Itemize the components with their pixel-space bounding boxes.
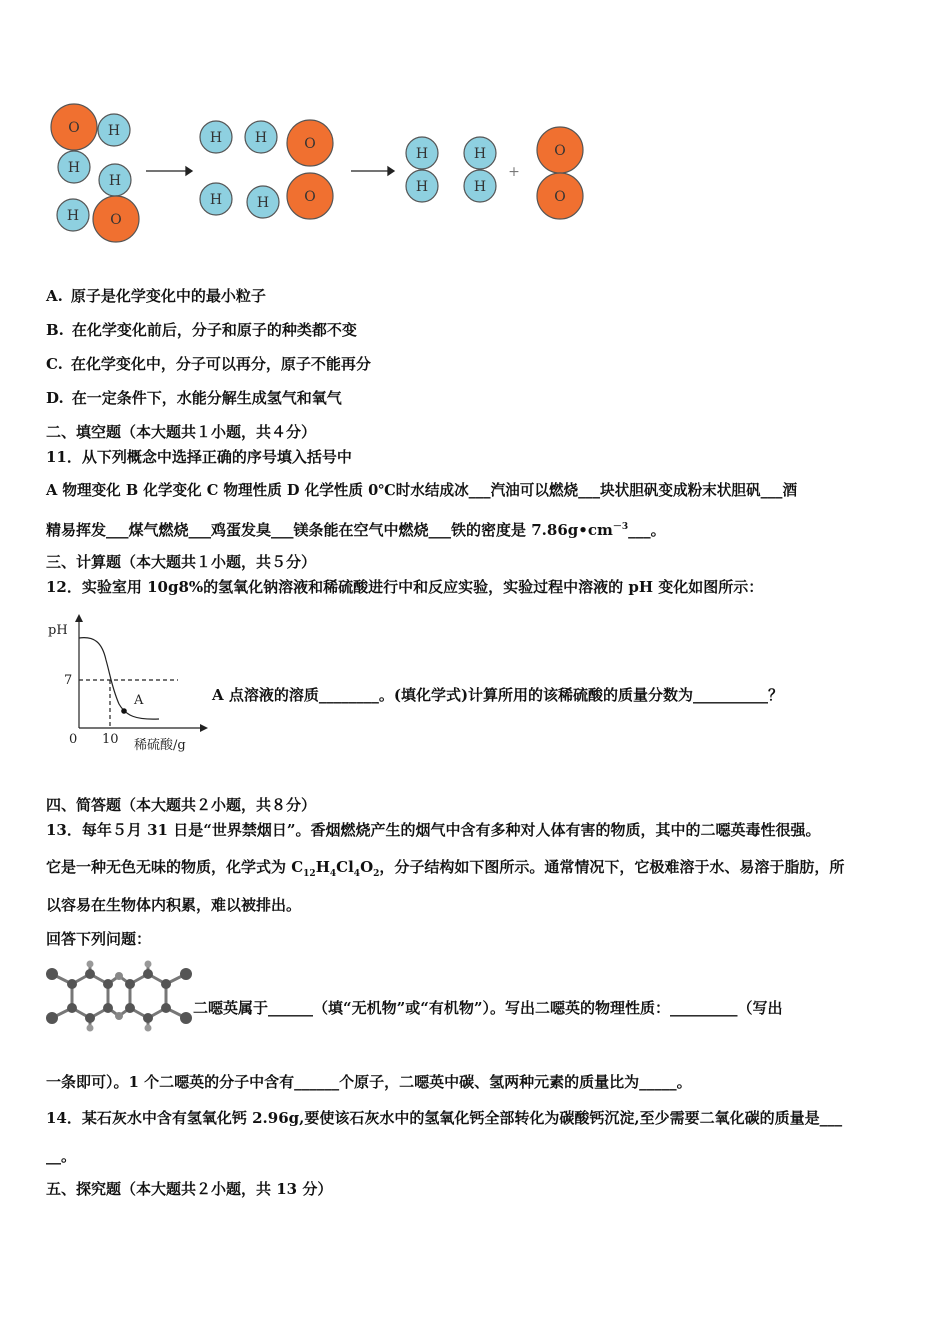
question-11-stem: 11．从下列概念中选择正确的序号填入括号中	[46, 448, 352, 466]
plus-sign: +	[508, 164, 520, 180]
atom-label: O	[554, 189, 566, 205]
y-axis-label: pH	[48, 623, 68, 638]
question-12-stem: 12．实验室用 10g8%的氢氧化钠溶液和稀硫酸进行中和反应实验，实验过程中溶液的 pH 变化如图所示：	[46, 578, 764, 596]
section-heading: 四、简答题（本大题共２小题，共８分）	[46, 796, 317, 814]
atom-label: H	[66, 208, 80, 224]
question-13-line3: 以容易在生物体内积累，难以被排出。	[46, 896, 302, 914]
atom-label: H	[473, 179, 487, 195]
question-13-line6: 一条即可）。1 个二噁英的分子中含有______个原子，二噁英中碳、氢两种元素的质量比为_____。	[46, 1073, 692, 1091]
section-heading: 二、填空题（本大题共１小题，共４分）	[46, 423, 317, 441]
atom-label: H	[256, 195, 270, 211]
atom-label: H	[67, 160, 81, 176]
atom-label: H	[107, 123, 121, 139]
question-12-text: A 点溶液的溶质________。(填化学式)计算所用的该稀硫酸的质量分数为__________？	[212, 686, 784, 704]
point-a-label: A	[134, 693, 144, 708]
atom-label: H	[415, 146, 429, 162]
option-c: C. 在化学变化中，分子可以再分，原子不能再分	[46, 355, 371, 373]
question-13-line2: 它是一种无色无味的物质，化学式为 $C_{12}H_4Cl_4O_2$，分子结构如下图所示。通常情况下，它极难溶于水、易溶于脂肪，所	[46, 858, 845, 879]
x-axis-arrow	[200, 724, 208, 732]
atom-label: O	[304, 189, 316, 205]
x-tick-label: 10	[102, 732, 119, 747]
section-heading: 五、探究题（本大题共２小题，共 13 分）	[46, 1180, 333, 1198]
ph-graph	[44, 612, 214, 757]
question-11-line1: A 物理变化 B 化学变化 C 物理性质 D 化学性质 0℃时水结成冰___汽油可以燃烧___块状胆矾变成粉末状胆矾___酒	[46, 482, 798, 499]
question-14-line1: 14．某石灰水中含有氢氧化钙 2.96g,要使该石灰水中的氢氧化钙全部转化为碳酸钙沉淀,至少需要二氧化碳的质量是___	[46, 1109, 843, 1127]
atom-label: H	[415, 179, 429, 195]
ph-curve	[79, 638, 159, 720]
x-axis-label: 稀硫酸/g	[134, 738, 186, 753]
section-heading: 三、计算题（本大题共１小题，共５分）	[46, 553, 317, 571]
atom-label: H	[209, 192, 223, 208]
atom-label: O	[554, 143, 566, 159]
atom-label: O	[68, 120, 80, 136]
question-14-line2: __。	[46, 1147, 77, 1165]
question-13-line4: 回答下列问题：	[46, 930, 152, 948]
y-axis-arrow	[75, 614, 83, 622]
question-13-line1: 13．每年５月 31 日是“世界禁烟日”。香烟燃烧产生的烟气中含有多种对人体有害的物质，其中的二噁英毒性很强。	[46, 821, 821, 839]
atom-label: O	[304, 136, 316, 152]
atom-label: H	[108, 173, 122, 189]
question-13-line5: 二噁英属于______（填“无机物”或“有机物”）。写出二噁英的物理性质：_________（写出	[193, 999, 783, 1017]
dioxin-molecule	[44, 958, 194, 1036]
point-a	[121, 708, 127, 714]
question-11-line2: 精易挥发___煤气燃烧___鸡蛋发臭___镁条能在空气中燃烧___铁的密度是 $7.86g•cm^{-3}\_\_\_$。	[46, 521, 666, 539]
atom-label: H	[473, 146, 487, 162]
option-a: A. 原子是化学变化中的最小粒子	[46, 287, 266, 305]
y-tick-label: 7	[64, 673, 73, 688]
water-decomposition-diagram	[40, 95, 600, 255]
atom-label: H	[254, 130, 268, 146]
option-b: B. 在化学变化前后，分子和原子的种类都不变	[46, 321, 357, 339]
atom-label: H	[209, 130, 223, 146]
atom-label: O	[110, 212, 122, 228]
origin-label: 0	[69, 732, 78, 747]
option-d: D. 在一定条件下，水能分解生成氢气和氧气	[46, 389, 342, 407]
